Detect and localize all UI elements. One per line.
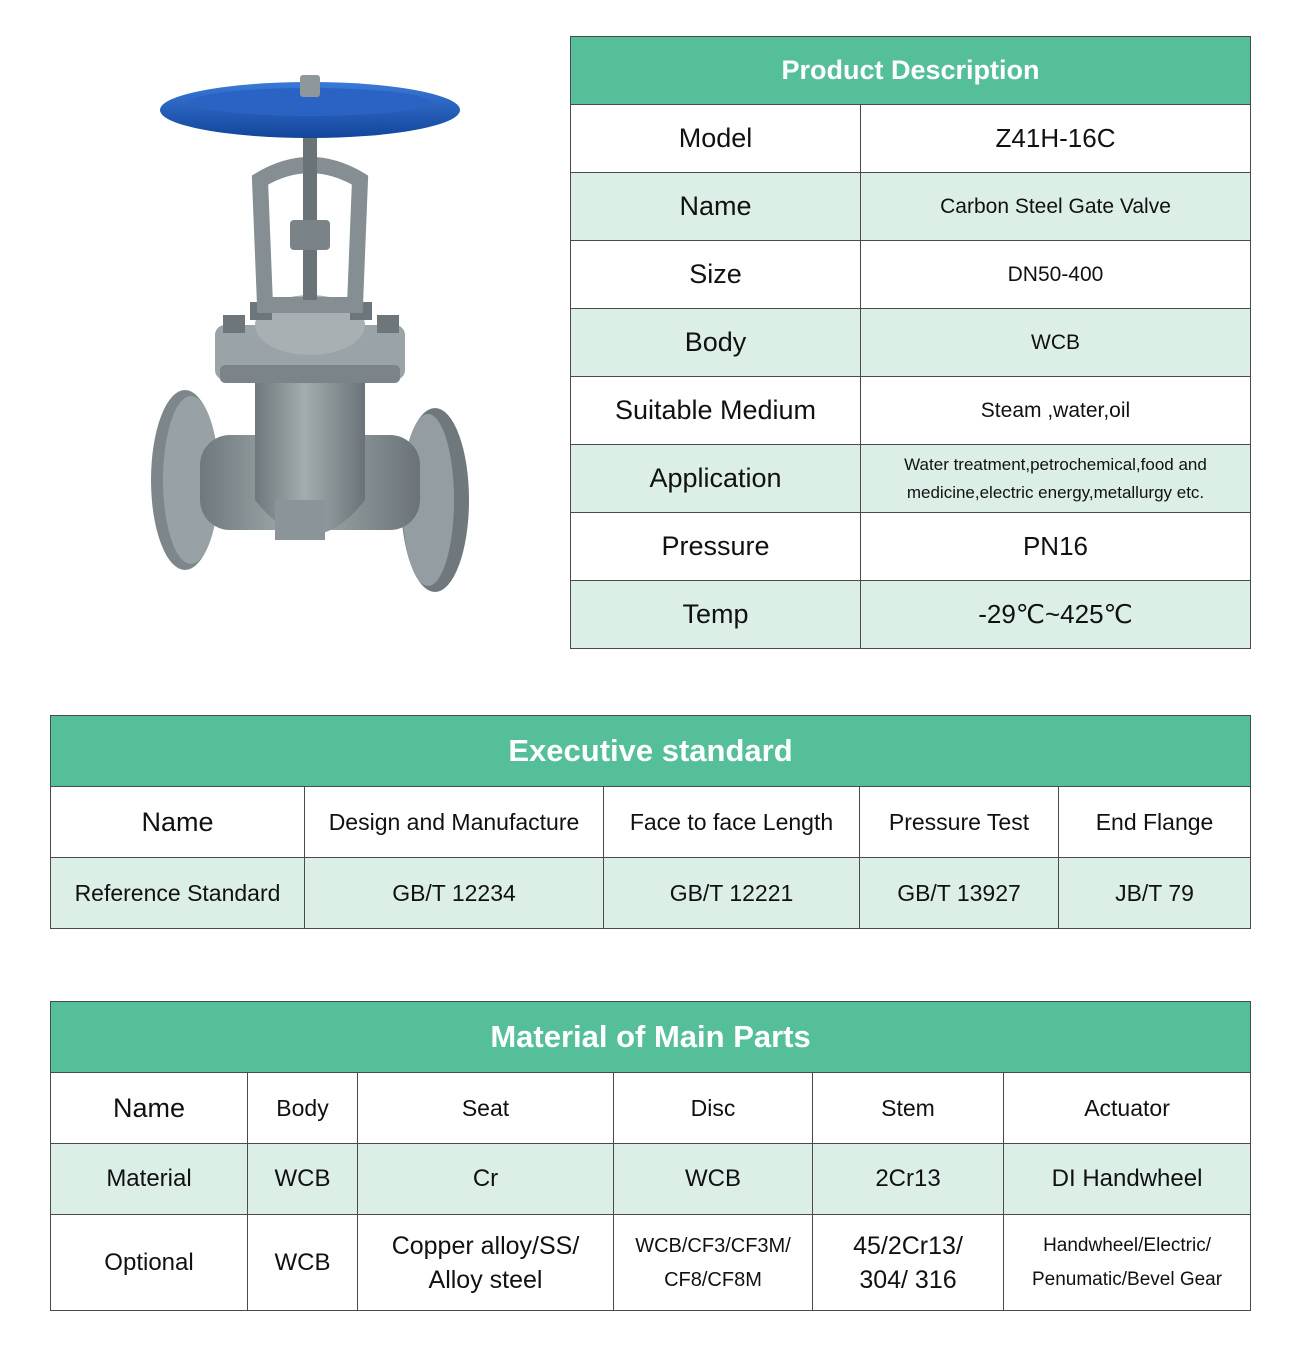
- mat-optional-body: WCB: [248, 1215, 358, 1311]
- body-value: WCB: [861, 309, 1251, 377]
- exec-header-end-flange: End Flange: [1059, 787, 1251, 858]
- optional-actuator-line-1: Handwheel/Electric/: [1043, 1234, 1211, 1256]
- pressure-label: Pressure: [571, 513, 861, 581]
- name-value: Carbon Steel Gate Valve: [861, 173, 1251, 241]
- exec-header-pressure-test: Pressure Test: [860, 787, 1059, 858]
- mat-disc-value: WCB: [614, 1144, 813, 1215]
- exec-header-face-to-face: Face to face Length: [604, 787, 860, 858]
- table-row: [51, 1215, 1251, 1311]
- mat-optional-stem: [813, 1215, 1004, 1311]
- exec-end-flange-value: JB/T 79: [1059, 858, 1251, 929]
- exec-design-value: GB/T 12234: [305, 858, 604, 929]
- temp-value: -29℃~425℃: [861, 581, 1251, 649]
- exec-header-design: Design and Manufacture: [305, 787, 604, 858]
- mat-header-actuator: Actuator: [1004, 1073, 1251, 1144]
- mat-actuator-value: DI Handwheel: [1004, 1144, 1251, 1215]
- table-row: [571, 241, 1251, 309]
- exec-header-name: Name: [51, 787, 305, 858]
- table-row: [51, 1073, 1251, 1144]
- optional-seat-line-1: Copper alloy/SS/: [391, 1231, 580, 1260]
- table-row: [51, 1144, 1251, 1215]
- product-description-table: [570, 36, 1251, 649]
- exec-reference-label: Reference Standard: [51, 858, 305, 929]
- mat-optional-seat: [358, 1215, 614, 1311]
- mat-material-label: Material: [51, 1144, 248, 1215]
- gate-valve-product-image: [145, 70, 475, 615]
- mat-stem-value: 2Cr13: [813, 1144, 1004, 1215]
- optional-actuator-line-2: Penumatic/Bevel Gear: [1031, 1268, 1223, 1290]
- body-label: Body: [571, 309, 861, 377]
- mat-header-stem: Stem: [813, 1073, 1004, 1144]
- material-main-parts-title: Material of Main Parts: [51, 1002, 1251, 1073]
- mat-optional-label: Optional: [51, 1215, 248, 1311]
- pressure-value: PN16: [861, 513, 1251, 581]
- table-row: [571, 173, 1251, 241]
- temp-label: Temp: [571, 581, 861, 649]
- mat-header-name: Name: [51, 1073, 248, 1144]
- table-row: [51, 787, 1251, 858]
- application-line-2: medicine,electric energy,metallurgy etc.: [906, 482, 1205, 502]
- table-row: [571, 445, 1251, 513]
- table-row: [51, 858, 1251, 929]
- name-label: Name: [571, 173, 861, 241]
- mat-header-disc: Disc: [614, 1073, 813, 1144]
- exec-pressure-test-value: GB/T 13927: [860, 858, 1059, 929]
- medium-value: Steam ,water,oil: [861, 377, 1251, 445]
- material-main-parts-table: [50, 1001, 1251, 1311]
- table-row: [571, 581, 1251, 649]
- mat-body-value: WCB: [248, 1144, 358, 1215]
- exec-face-to-face-value: GB/T 12221: [604, 858, 860, 929]
- mat-optional-actuator: [1004, 1215, 1251, 1311]
- executive-standard-title: Executive standard: [51, 716, 1251, 787]
- table-row: [571, 513, 1251, 581]
- product-description-title: Product Description: [571, 37, 1251, 105]
- mat-seat-value: Cr: [358, 1144, 614, 1215]
- mat-optional-disc: [614, 1215, 813, 1311]
- size-label: Size: [571, 241, 861, 309]
- mat-header-body: Body: [248, 1073, 358, 1144]
- size-value: DN50-400: [861, 241, 1251, 309]
- application-label: Application: [571, 445, 861, 513]
- table-row: [571, 105, 1251, 173]
- medium-label: Suitable Medium: [571, 377, 861, 445]
- application-line-1: Water treatment,petrochemical,food and: [904, 454, 1207, 474]
- mat-header-seat: Seat: [358, 1073, 614, 1144]
- executive-standard-table: [50, 715, 1251, 929]
- table-row: [571, 309, 1251, 377]
- model-label: Model: [571, 105, 861, 173]
- optional-disc-line-2: CF8/CF8M: [664, 1268, 762, 1291]
- model-value: Z41H-16C: [861, 105, 1251, 173]
- optional-stem-line-1: 45/2Cr13/: [853, 1231, 963, 1260]
- optional-disc-line-1: WCB/CF3/CF3M/: [635, 1234, 791, 1257]
- application-value: [861, 445, 1251, 513]
- optional-seat-line-2: Alloy steel: [428, 1265, 543, 1294]
- table-row: [571, 377, 1251, 445]
- optional-stem-line-2: 304/ 316: [859, 1265, 957, 1294]
